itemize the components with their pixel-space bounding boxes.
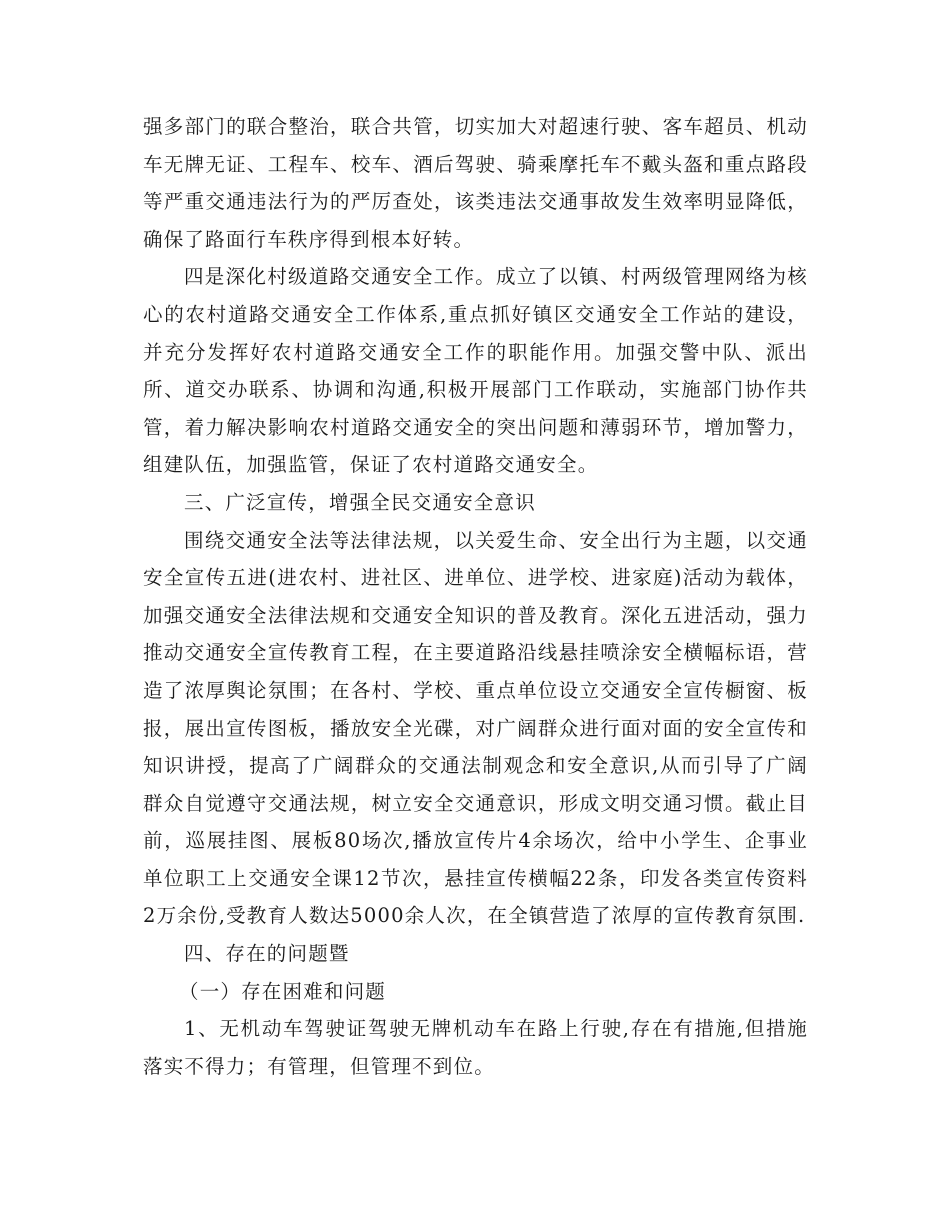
section-heading-publicity: 三、广泛宣传，增强全民交通安全意识 bbox=[184, 490, 536, 514]
paragraph-publicity-activities: 围绕交通安全法等法律法规，以关爱生命、安全出行为主题，以交通安全宣传五进(进农村、进社区、进单位、进学校、进家庭)活动为载体，加强交通安全法律法规和交通安全知识的普及教育。深化五进活动，强力推动交通安全宣传教育工程，在主要道路沿线悬挂喷涂安全横幅标语，营造了浓厚舆论氛围；在各村、学校、重点单位设立交通安全宣传橱窗、板报，展出宣传图板，播放安全光碟，对广阔群众进行面对面的安全宣传和知识讲授，提高了广阔群众的交通法制观念和安全意识,从而引导了广阔群众自觉遵守交通法规，树立安全交通意识，形成文明交通习惯。截止目前，巡展挂图、展板80场次,播放宣传片4余场次，给中小学生、企事业单位职工上交通安全课12节次，悬挂宣传横幅22条，印发各类宣传资料2万余份,受教育人数达5000余人次，在全镇营造了浓厚的宣传教育氛围. bbox=[143, 528, 808, 928]
subsection-heading-difficulties: （一）存在困难和问题 bbox=[179, 979, 387, 1003]
paragraph-rural-road-safety: 四是深化村级道路交通安全工作。成立了以镇、村两级管理网络为核心的农村道路交通安全工作体系,重点抓好镇区交通安全工作站的建设，并充分发挥好农村道路交通安全工作的职能作用。加强交警中队、派出所、道交办联系、协调和沟通,积极开展部门工作联动，实施部门协作共管，着力解决影响农村道路交通安全的突出问题和薄弱环节，增加警力，组建队伍，加强监管，保证了农村道路交通安全。 bbox=[143, 265, 808, 477]
paragraph-enforcement-continued: 强多部门的联合整治，联合共管，切实加大对超速行驶、客车超员、机动车无牌无证、工程车、校车、酒后驾驶、骑乘摩托车不戴头盔和重点路段等严重交通违法行为的严厉查处，该类违法交通事故发生效率明显降低，确保了路面行车秩序得到根本好转。 bbox=[143, 115, 808, 251]
document-page bbox=[143, 108, 808, 1085]
paragraph-problem-1: 1、无机动车驾驶证驾驶无牌机动车在路上行驶,存在有措施,但措施落实不得力；有管理，但管理不到位。 bbox=[143, 1017, 808, 1078]
section-heading-problems: 四、存在的问题暨 bbox=[184, 942, 350, 966]
